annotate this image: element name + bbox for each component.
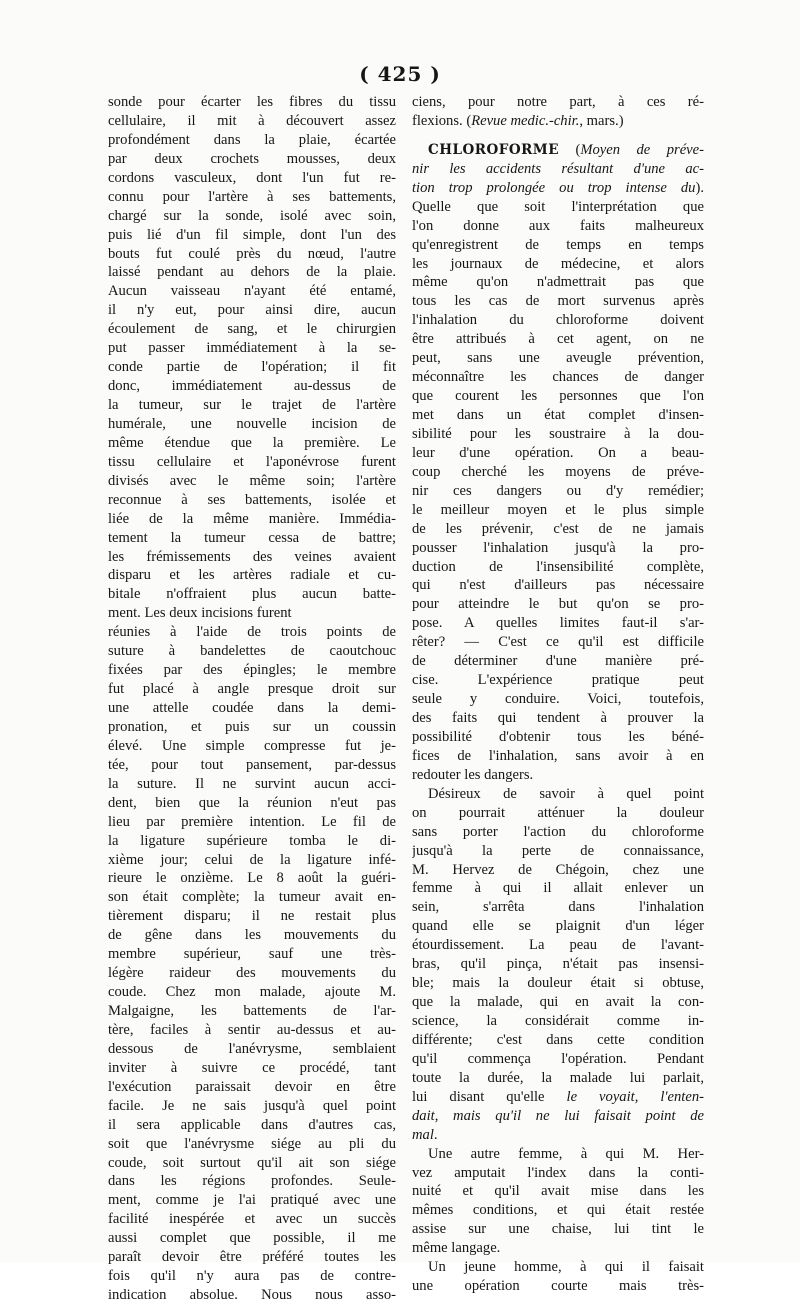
text-line: inviter à suivre ce procédé, tant: [108, 1059, 396, 1076]
text-line: bitale n'offraient plus aucun batte-: [108, 586, 396, 603]
text-line: que courent les personnes que l'on: [412, 388, 704, 405]
text-line: ciens, pour notre part, à ces ré-: [412, 94, 704, 110]
text-line: par deux crochets mousses, deux: [108, 150, 396, 167]
text-line: toute la durée, la malade lui parlait,: [412, 1069, 704, 1086]
italic-segment: tion trop prolongée ou trop intense du: [412, 179, 696, 196]
text-line: même étendue que la première. Le: [108, 434, 396, 451]
text-line: qu'enregistrent de temps en temps: [412, 236, 704, 253]
text-line: liée de la même manière. Immédia-: [108, 510, 396, 527]
text-segment: (: [559, 141, 581, 158]
text-line: la tumeur, sur le trajet de l'artère: [108, 397, 396, 413]
text-line: science, la considérait comme in-: [412, 1013, 704, 1029]
text-line: coude. Chez mon malade, ajoute M.: [108, 984, 396, 1001]
text-line: Un jeune homme, à qui il faisait: [428, 1259, 704, 1276]
text-line: être attribués à cet agent, on ne: [412, 331, 704, 348]
text-line: leur d'une opération. On a beau-: [412, 444, 704, 461]
text-line: disparu et les artères radiale et cu-: [108, 567, 396, 584]
text-line: Malgaigne, les battements de l'ar-: [108, 1003, 396, 1019]
text-line: aussi complet que possible, il me: [108, 1230, 396, 1247]
text-line: xième jour; celui de la ligature infé-: [108, 851, 396, 868]
text-segment: , mars.): [579, 112, 624, 129]
text-line: la ligature supérieure tomba le di-: [108, 832, 396, 849]
italic-segment: mal: [412, 1126, 434, 1143]
text-line: femme à qui il allait enlever un: [412, 880, 704, 897]
page-number: ( 425 ): [359, 62, 441, 86]
italic-segment: le voyait, l'enten-: [566, 1088, 704, 1105]
text-line: les frémissements des veines avaient: [108, 548, 396, 565]
text-line: chargé sur la sonde, isolé avec soin,: [108, 207, 396, 224]
text-line: les journaux de médecine, et alors: [412, 255, 704, 272]
text-line: ment, comme je l'ai pratiqué avec une: [108, 1192, 396, 1209]
text-line: [412, 141, 704, 160]
text-line: redouter les dangers.: [412, 766, 534, 783]
text-line: il n'y eut, pour ainsi dire, aucun: [108, 302, 396, 319]
text-line: coude, soit surtout qu'il ait son siége: [108, 1154, 396, 1171]
text-line: mêmes conditions, et qui était restée: [412, 1202, 704, 1219]
text-line: Une autre femme, à qui M. Her-: [428, 1145, 704, 1162]
text-line: fices de l'inhalation, sans avoir à en: [412, 747, 704, 764]
text-line: profondément dans la plaie, écartée: [108, 131, 396, 148]
italic-segment: dait, mais qu'il ne lui faisait point de: [412, 1107, 704, 1124]
text-line: divisés avec le même soin; l'artère: [108, 472, 396, 489]
text-line: humérale, une nouvelle incision de: [108, 415, 396, 432]
text-line: facilité inespérée et avec un succès: [108, 1211, 396, 1228]
text-line: fut placé à angle presque droit sur: [108, 681, 396, 698]
text-line: assise sur une chaise, lui tint le: [412, 1221, 704, 1238]
text-line: ment. Les deux incisions furent: [108, 605, 292, 622]
text-line: [412, 1126, 704, 1145]
text-line: tous les cas de mort survenus après: [412, 293, 704, 310]
italic-segment: Revue medic.-chir.: [471, 112, 580, 129]
text-line: [412, 1088, 704, 1107]
text-line: son était complète; la tumeur avait en-: [108, 889, 396, 906]
right-column: [412, 93, 704, 1296]
text-line: sein, s'arrêta dans l'inhalation: [412, 899, 704, 916]
text-line: indication absolue. Nous nous asso-: [108, 1287, 396, 1304]
text-line: duction de l'insensibilité complète,: [412, 558, 704, 575]
text-line: M. Hervez de Chégoin, chez une: [412, 861, 704, 878]
text-line: la suture. Il ne survint aucun acci-: [108, 775, 396, 792]
text-line: [412, 1107, 704, 1126]
text-line: seule y conduire. Voici, toutefois,: [412, 691, 704, 708]
text-line: quand elle se plaignit d'un léger: [412, 918, 704, 935]
text-line: pousser l'inhalation jusqu'à la pro-: [412, 539, 704, 556]
text-line: tissu cellulaire et l'aponévrose furent: [108, 453, 396, 470]
text-line: [412, 179, 704, 198]
text-line: possibilité d'obtenir tous les béné-: [412, 728, 704, 745]
text-line: pour atteindre le but qu'on se pro-: [412, 596, 704, 613]
text-line: donc, immédiatement au-dessus de: [108, 378, 396, 395]
italic-segment: Moyen de préve-: [580, 141, 704, 158]
text-line: élevé. Une simple compresse fut je-: [108, 737, 396, 754]
italic-segment: nir les accidents résultant d'une ac-: [412, 160, 704, 177]
left-column: [108, 93, 396, 1305]
text-line: sibilité pour les soustraire à la dou-: [412, 425, 704, 442]
text-line: jusqu'à la perte de connaissance,: [412, 842, 704, 859]
text-line: sonde pour écarter les fibres du tissu: [108, 94, 396, 110]
text-line: rieure le onzième. Le 8 août la guéri-: [108, 870, 396, 887]
text-line: de gêne dans les mouvements du: [108, 927, 396, 944]
text-line: écoulement de sang, et le chirurgien: [108, 321, 396, 338]
text-line: [412, 160, 704, 179]
text-line: qui n'est d'ailleurs pas nécessaire: [412, 577, 704, 594]
text-line: des faits qui tendent à prouver la: [412, 710, 704, 726]
text-line: de les prévenir, c'est de ne jamais: [412, 520, 704, 537]
text-line: Désireux de savoir à quel point: [428, 785, 704, 802]
text-line: [412, 112, 704, 131]
text-segment: .: [433, 1126, 438, 1143]
text-line: ble; mais la douleur était si obtuse,: [412, 975, 704, 992]
text-line: [412, 131, 704, 141]
text-segment: ).: [695, 179, 704, 196]
text-line: puis lié d'un fil simple, dont l'un des: [108, 226, 396, 243]
text-line: laissé pendant au dehors de la plaie.: [108, 264, 396, 281]
text-line: étourdissement. La peau de l'avant-: [412, 937, 704, 954]
text-line: légère raideur des mouvements du: [108, 965, 396, 982]
text-line: pronation, et puis sur un coussin: [108, 718, 396, 735]
text-line: suture à bandelettes de caoutchouc: [108, 643, 396, 660]
text-segment: flexions. (: [412, 112, 472, 129]
text-line: pose. A quelles limites faut-il s'ar-: [412, 615, 704, 632]
text-line: le meilleur moyen et le plus simple: [412, 501, 704, 518]
text-line: il sera applicable dans d'autres cas,: [108, 1116, 396, 1133]
text-line: rêter? — C'est ce qu'il est difficile: [412, 634, 704, 651]
text-segment: lui disant qu'elle: [412, 1088, 567, 1105]
text-line: paraît devoir être préféré toutes les: [108, 1249, 396, 1266]
text-line: nuité et qu'il avait mise dans les: [412, 1183, 704, 1200]
text-line: méconnaître les chances de danger: [412, 369, 704, 386]
text-line: coup cherché les moyens de préve-: [412, 463, 704, 480]
text-line: une attelle coudée dans la demi-: [108, 700, 396, 716]
text-line: nir ces dangers ou d'y remédier;: [412, 482, 704, 499]
text-line: même qu'on n'admettrait pas que: [412, 274, 704, 291]
text-line: dans les régions profondes. Seule-: [108, 1173, 396, 1190]
text-line: tère, faciles à sentir au-dessus et au-: [108, 1021, 396, 1038]
text-line: met dans un état complet d'insen-: [412, 407, 704, 423]
text-line: fois qu'il n'y aura pas de contre-: [108, 1268, 396, 1285]
text-line: qu'il commença l'opération. Pendant: [412, 1050, 704, 1067]
text-line: l'exécution paraissait devoir en être: [108, 1078, 396, 1095]
text-line: conde partie de l'opération; il fit: [108, 359, 396, 376]
text-line: cordons vasculeux, dont l'un fut re-: [108, 169, 396, 186]
text-line: put passer immédiatement à la se-: [108, 340, 396, 357]
text-line: l'on donne aux faits malheureux: [412, 217, 704, 234]
text-line: cise. L'expérience pratique peut: [412, 672, 704, 689]
text-line: connu pour l'artère à ses battements,: [108, 188, 396, 205]
text-line: bras, qu'il pinça, n'était pas insensi-: [412, 956, 704, 973]
text-line: dent, bien que la réunion n'eut pas: [108, 794, 396, 811]
text-line: peut, sans une aveugle prévention,: [412, 350, 704, 367]
text-line: même langage.: [412, 1240, 501, 1257]
text-line: Quelle que soit l'interprétation que: [412, 198, 704, 215]
text-line: membre supérieur, sauf une très-: [108, 946, 396, 963]
text-line: lieu par première intention. Le fil de: [108, 813, 396, 830]
text-line: l'inhalation du chloroforme doivent: [412, 312, 704, 329]
text-line: on pourrait atténuer la douleur: [412, 804, 704, 821]
text-line: différente; c'est dans cette condition: [412, 1031, 704, 1048]
text-line: bouts fut coulé près du nœud, l'autre: [108, 245, 396, 262]
text-line: tièrement disparu; il ne restait plus: [108, 908, 396, 925]
text-line: réunies à l'aide de trois points de: [108, 624, 396, 641]
text-line: sans porter l'action du chloroforme: [412, 823, 704, 840]
text-line: dessous de l'anévrysme, semblaient: [108, 1040, 396, 1057]
text-line: tée, pour tout pansement, par-dessus: [108, 756, 396, 773]
section-heading: CHLOROFORME: [428, 141, 560, 158]
text-line: vez amputait l'index dans la conti-: [412, 1164, 704, 1181]
text-line: facile. Je ne sais jusqu'à quel point: [108, 1097, 396, 1114]
text-line: Aucun vaisseau n'ayant été entamé,: [108, 283, 396, 300]
text-line: soit que l'anévrysme siége au pli du: [108, 1135, 396, 1152]
text-line: fixées par des épingles; le membre: [108, 662, 396, 679]
text-line: tement la tumeur cessa de battre;: [108, 529, 396, 546]
text-line: une opération courte mais très-: [412, 1278, 704, 1295]
text-line: reconnue à ses battements, isolée et: [108, 491, 396, 508]
text-line: cellulaire, il mit à découvert assez: [108, 112, 396, 129]
text-line: que la malade, qui en avait la con-: [412, 994, 704, 1011]
text-line: de déterminer d'une manière pré-: [412, 653, 704, 670]
